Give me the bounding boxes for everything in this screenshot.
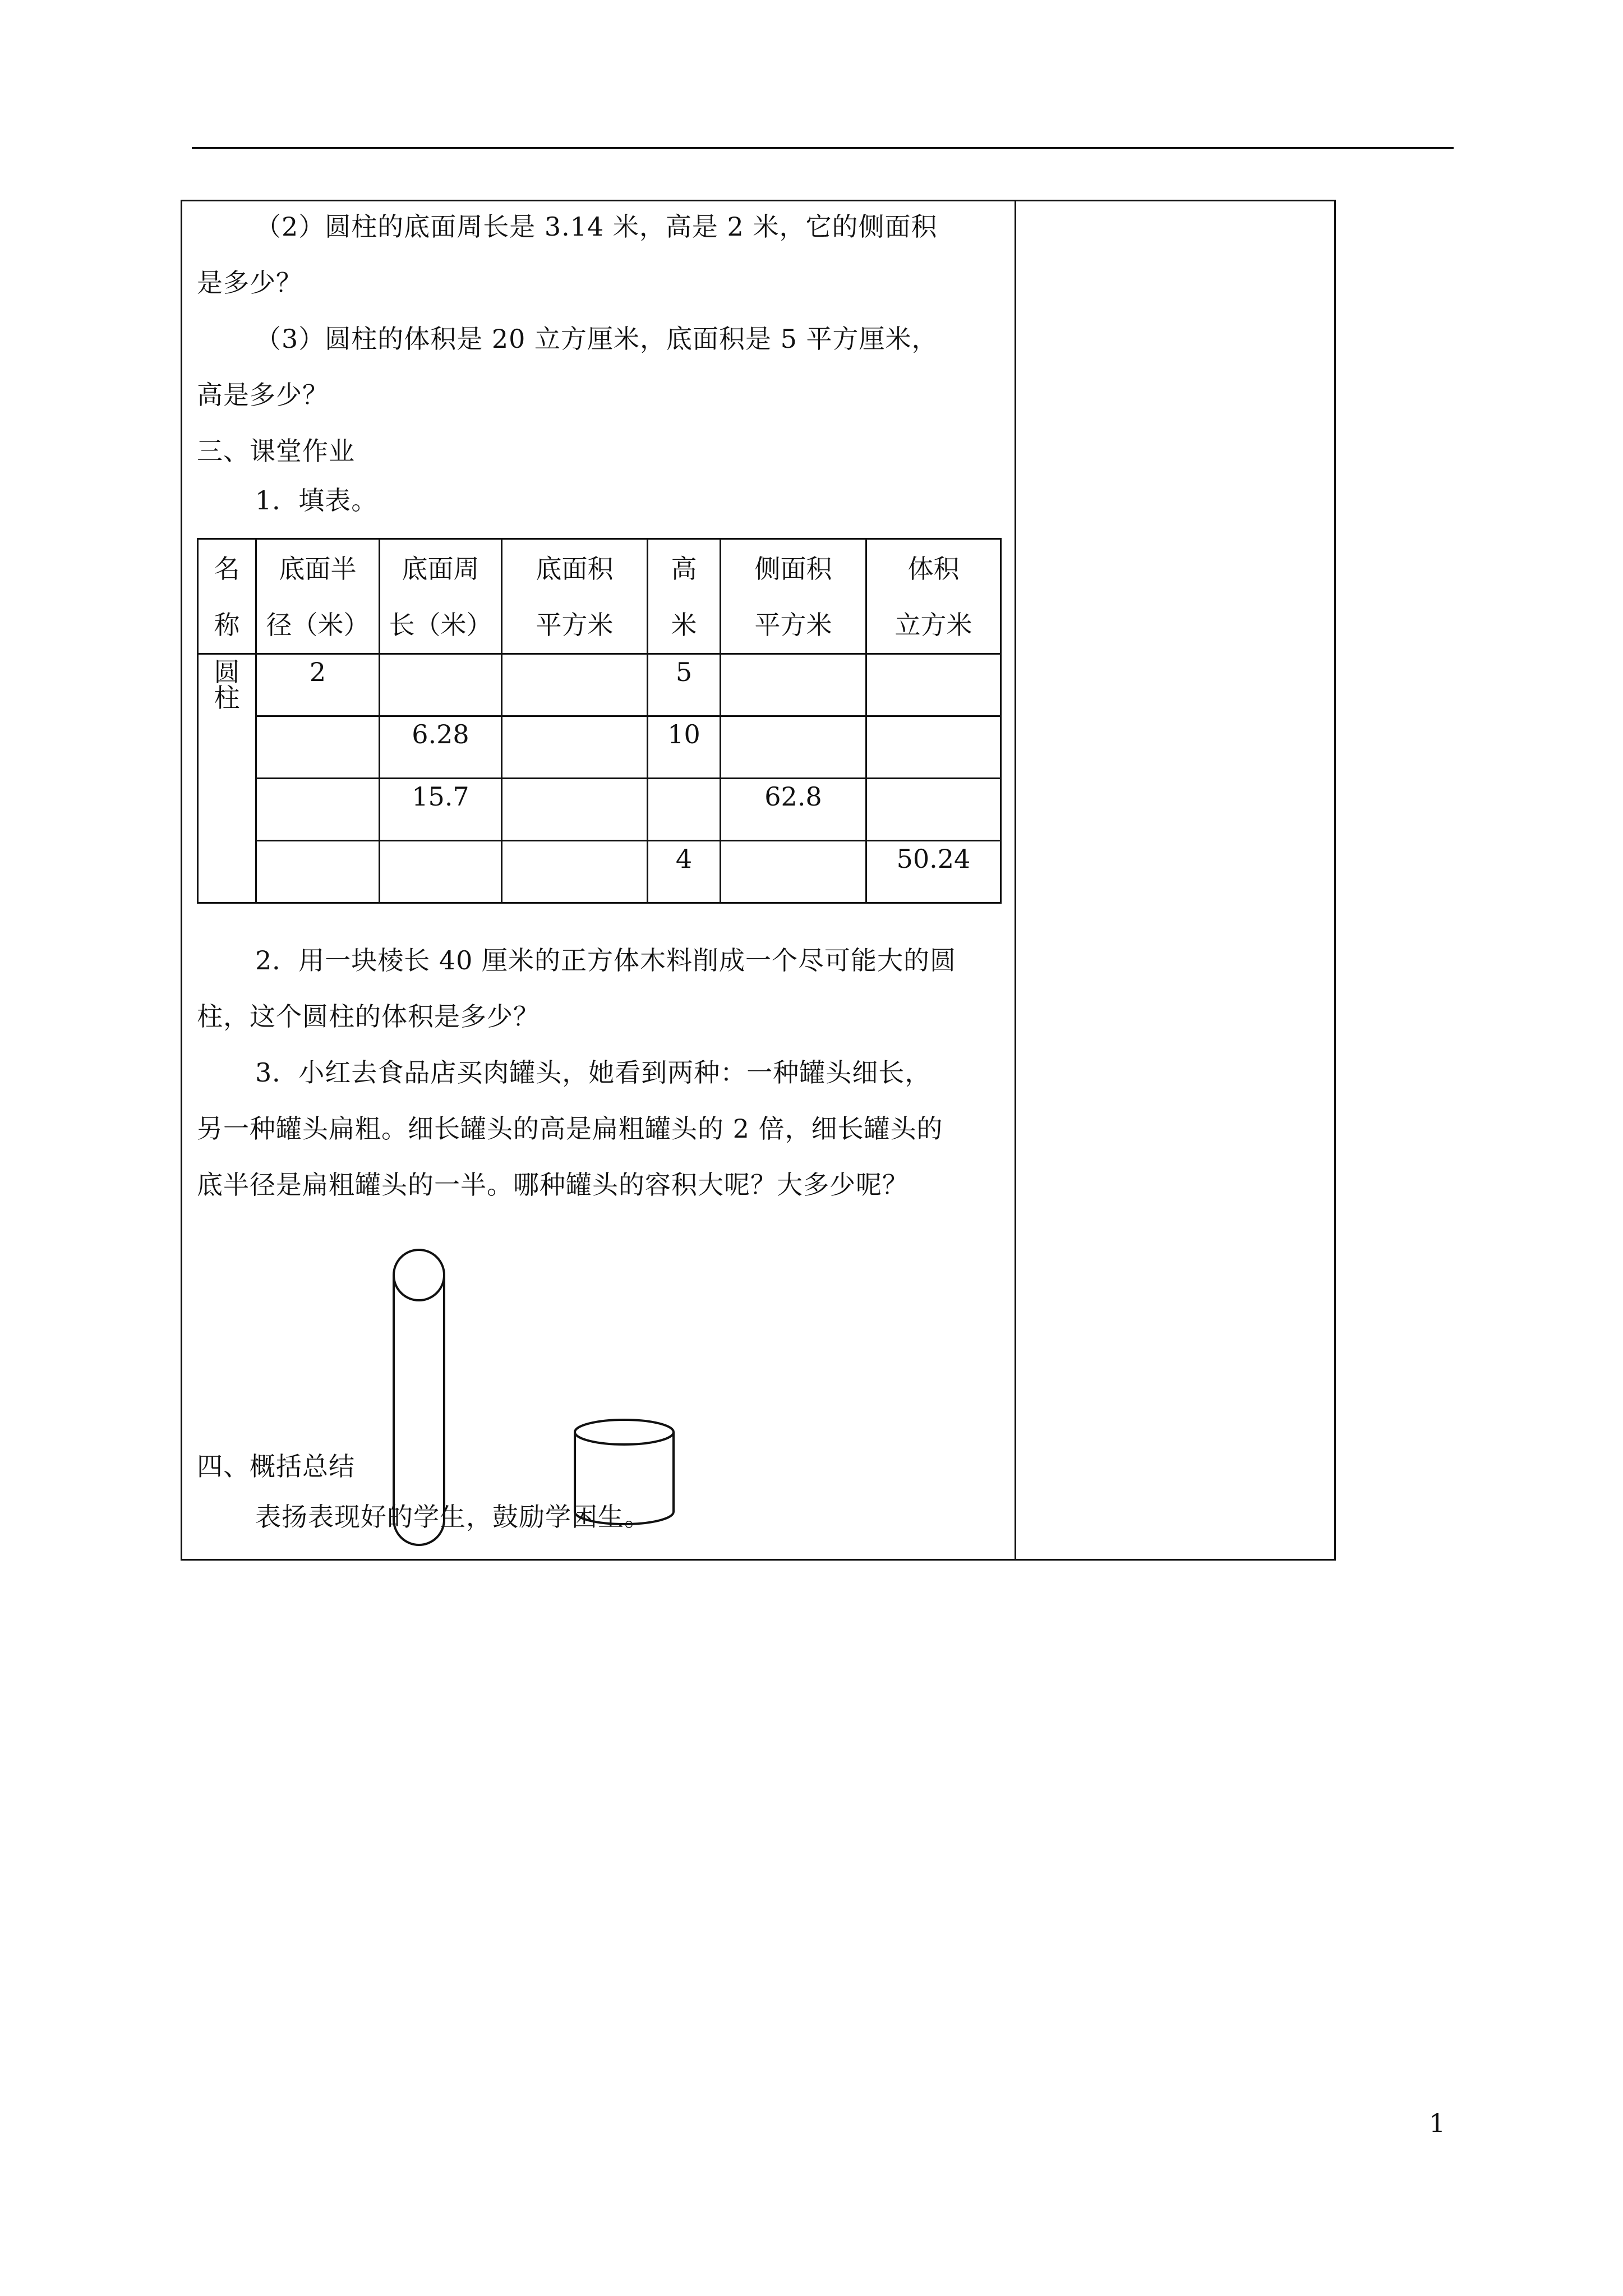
header-base-circumference: 底面周 长（米） (380, 539, 502, 654)
header-volume: 体积 立方米 (866, 539, 1001, 654)
table-cell: 10 (648, 716, 721, 779)
header-base-radius: 底面半 径（米） (256, 539, 380, 654)
table-cell (380, 841, 502, 903)
table-cell (502, 654, 648, 716)
section-4-title: 四、概括总结 (197, 1451, 355, 1481)
cylinder-fill-table (197, 538, 1002, 904)
table-cell (256, 779, 380, 841)
table-cell (648, 779, 721, 841)
page-number: 1 (1429, 2108, 1446, 2138)
table-cell: 62.8 (721, 779, 866, 841)
summary-text: 表扬表现好的学生，鼓励学困生。 (255, 1502, 651, 1532)
table-cell (721, 654, 866, 716)
table-cell (502, 841, 648, 903)
problem-item-3-line-1: 3．小红去食品店买肉罐头，她看到两种：一种罐头细长， (255, 1057, 932, 1088)
problem-item-2-line-1: 2．用一块棱长 40 厘米的正方体木料削成一个尽可能大的圆 (255, 945, 957, 976)
fill-table-instruction: 1．填表。 (255, 485, 378, 516)
table-cell (866, 779, 1001, 841)
problem-item-2-line-2: 柱，这个圆柱的体积是多少？ (197, 1001, 540, 1032)
table-cell (256, 841, 380, 903)
lesson-table (181, 200, 1336, 1561)
table-cell: 6.28 (380, 716, 502, 779)
problem-3-line-1: （3）圆柱的体积是 20 立方厘米，底面积是 5 平方厘米， (255, 324, 938, 354)
header-rule (192, 147, 1454, 149)
table-cell: 5 (648, 654, 721, 716)
table-cell (721, 841, 866, 903)
cylinder-name-cell: 圆 柱 (198, 654, 256, 903)
table-cell (502, 779, 648, 841)
table-row (198, 841, 1001, 903)
header-base-area: 底面积 平方米 (502, 539, 648, 654)
header-lateral-area: 侧面积 平方米 (721, 539, 866, 654)
table-row (198, 716, 1001, 779)
table-cell (866, 716, 1001, 779)
problem-3-line-2: 高是多少？ (197, 380, 329, 410)
table-cell: 4 (648, 841, 721, 903)
table-cell (380, 654, 502, 716)
header-name: 名 称 (198, 539, 256, 654)
tall-can-icon (394, 1250, 444, 1545)
table-cell: 15.7 (380, 779, 502, 841)
table-row (198, 779, 1001, 841)
header-height: 高 米 (648, 539, 721, 654)
table-row (198, 654, 1001, 716)
problem-2-line-2: 是多少？ (197, 268, 302, 298)
problem-2-line-1: （2）圆柱的底面周长是 3.14 米，高是 2 米，它的侧面积 (255, 211, 938, 242)
table-cell (256, 716, 380, 779)
table-cell (866, 654, 1001, 716)
problem-item-3-line-2: 另一种罐头扁粗。细长罐头的高是扁粗罐头的 2 倍，细长罐头的 (197, 1114, 943, 1144)
column-divider (1015, 201, 1016, 1559)
table-cell (721, 716, 866, 779)
table-header-row (198, 539, 1001, 654)
table-cell (502, 716, 648, 779)
problem-item-3-line-3: 底半径是扁粗罐头的一半。哪种罐头的容积大呢？大多少呢？ (197, 1170, 909, 1200)
table-cell: 2 (256, 654, 380, 716)
table-cell: 50.24 (866, 841, 1001, 903)
section-3-title: 三、课堂作业 (197, 436, 355, 466)
